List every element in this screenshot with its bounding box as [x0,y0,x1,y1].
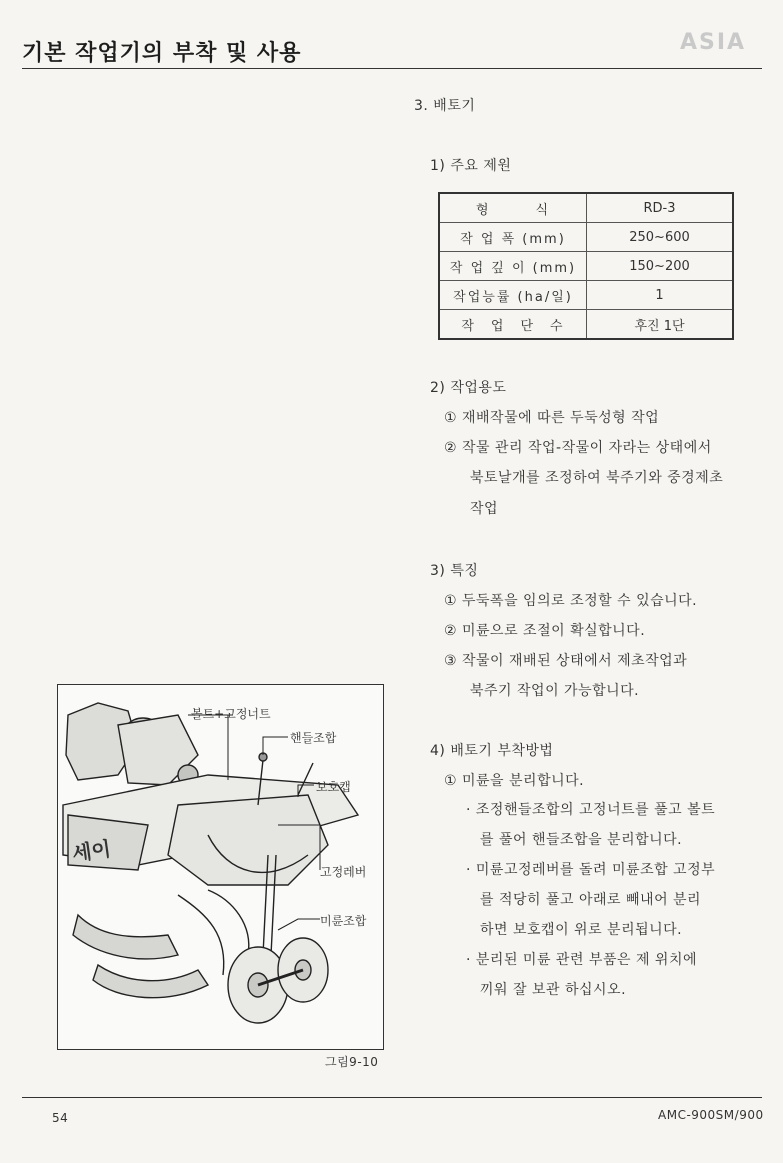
ridger-illustration [57,684,384,1050]
footer-rule [22,1097,762,1098]
section-title: 3. 배토기 [414,98,476,114]
spec-value: 후진 1단 [587,310,734,340]
list-item: ② 미륜으로 조절이 확실합니다. [444,623,646,639]
spec-value: 250~600 [587,223,734,252]
callout-bolt-nut: 볼트+고정너트 [191,707,271,721]
list-item: ① 두둑폭을 임의로 조정할 수 있습니다. [444,593,698,609]
list-item: · 분리된 미륜 관련 부품은 제 위치에 [466,952,697,968]
use-title: 2) 작업용도 [430,380,507,396]
callout-wheel-assembly: 미륜조합 [320,914,367,928]
callout-handle: 핸들조합 [290,731,337,745]
table-row [439,310,733,340]
list-item: ① 미륜을 분리합니다. [444,773,585,789]
list-item: ② 작물 관리 작업-작물이 자라는 상태에서 [444,440,712,456]
spec-key: 작업능률 (ha/일) [439,281,587,310]
spec-value: 150~200 [587,252,734,281]
list-item: · 미륜고정레버를 돌려 미륜조합 고정부 [466,862,716,878]
model-number: AMC-900SM/900 [658,1108,764,1122]
list-item: 를 풀어 핸들조합을 분리합니다. [480,832,683,848]
spec-key: 형 식 [439,193,587,223]
spec-key: 작 업 깊 이 (mm) [439,252,587,281]
list-item: 북토날개를 조정하여 북주기와 중경제초 [470,470,724,486]
spec-key: 작 업 폭 (mm) [439,223,587,252]
attach-title: 4) 배토기 부착방법 [430,743,554,759]
table-row [439,252,733,281]
table-row [439,193,733,223]
table-row [439,281,733,310]
machine-brand-text: 세이 [70,836,113,866]
brand-logo: ASIA [680,30,747,55]
callout-protective-cap: 보호캡 [316,780,351,794]
list-item: 끼워 잘 보관 하십시오. [480,982,627,998]
list-item: ③ 작물이 재배된 상태에서 제초작업과 [444,653,688,669]
list-item: 북주기 작업이 가능합니다. [470,683,640,699]
page-header-title: 기본 작업기의 부착 및 사용 [22,41,302,66]
spec-table [438,192,734,340]
list-item: 하면 보호캡이 위로 분리됩니다. [480,922,683,938]
spec-key: 작 업 단 수 [439,310,587,340]
spec-value: RD-3 [587,193,734,223]
table-row [439,223,733,252]
feature-title: 3) 특징 [430,563,479,579]
list-item: 작업 [470,501,499,517]
spec-value: 1 [587,281,734,310]
spec-title: 1) 주요 제원 [430,158,512,174]
callout-fixing-lever: 고정레버 [320,865,367,879]
list-item: 를 적당히 풀고 아래로 빼내어 분리 [480,892,702,908]
list-item: ① 재배작물에 따른 두둑성형 작업 [444,410,660,426]
header-rule [22,68,762,69]
page-number: 54 [52,1111,69,1125]
figure-caption: 그림9-10 [325,1055,379,1069]
list-item: · 조정핸들조합의 고정너트를 풀고 볼트 [466,802,716,818]
